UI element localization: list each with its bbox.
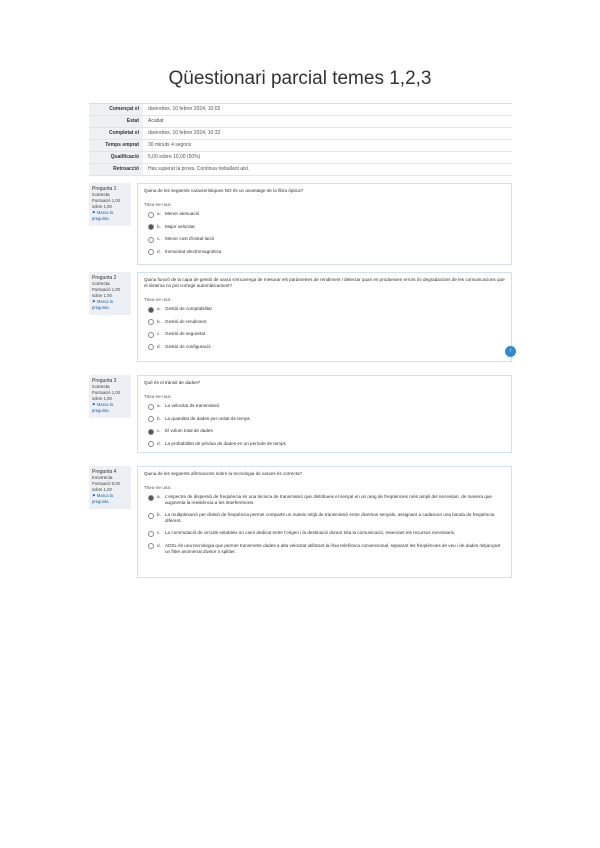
radio-button[interactable] [148, 416, 154, 422]
radio-button[interactable] [148, 319, 154, 325]
summary-row [89, 128, 512, 140]
summary-row [89, 140, 512, 152]
answer-option[interactable]: d. Gestió de configuració [148, 344, 505, 351]
summary-value: Has superat la prova. Continua treballant així. [148, 166, 250, 172]
question-4 [89, 466, 512, 578]
radio-button[interactable] [148, 307, 154, 313]
radio-button[interactable] [148, 249, 154, 255]
summary-label: Començat el [89, 104, 143, 115]
question-info [89, 272, 131, 315]
question-info [89, 183, 131, 226]
question-1 [89, 183, 512, 265]
radio-button[interactable] [148, 429, 154, 435]
answer-option[interactable]: b. Gestió de rendiment [148, 319, 505, 326]
radio-button[interactable] [148, 344, 154, 350]
flag-icon: ⚑ [92, 299, 97, 304]
summary-value: 5,00 sobre 10,00 (50%) [148, 154, 201, 160]
question-text: Què és el trànsit de dades? [144, 380, 201, 385]
answer-prompt: Trieu-ne una: [144, 394, 172, 399]
question-mark: Puntuació 1,00 sobre 1,00 [92, 287, 120, 298]
question-text: Quina de les següents característiques NO és un avantatge de la fibra òptica? [144, 188, 304, 193]
radio-button[interactable] [148, 332, 154, 338]
radio-button[interactable] [148, 543, 154, 549]
question-mark: Puntuació 1,00 sobre 1,00 [92, 198, 120, 209]
answer-option[interactable]: d. Immunitat electromagnètica [148, 249, 505, 256]
summary-row [89, 152, 512, 164]
radio-button[interactable] [148, 495, 154, 501]
summary-label: Temps emprat [89, 140, 143, 151]
question-number: Pregunta 2 [92, 275, 117, 281]
question-info [89, 375, 131, 418]
page-title: Qüestionari parcial temes 1,2,3 [168, 68, 432, 89]
radio-button[interactable] [148, 237, 154, 243]
summary-label: Estat [89, 116, 143, 127]
question-3 [89, 375, 512, 453]
radio-button[interactable] [148, 513, 154, 519]
summary-row [89, 116, 512, 128]
answer-option[interactable]: b. Major velocitat [148, 224, 505, 231]
flag-question-link[interactable]: ⚑ Marca la pregunta [92, 210, 113, 221]
flag-question-link[interactable]: ⚑ Marca la pregunta [92, 299, 113, 310]
question-number: Pregunta 1 [92, 186, 117, 192]
question-mark: Puntuació 0,00 sobre 1,00 [92, 481, 120, 492]
question-info [89, 466, 131, 509]
scroll-to-top-button[interactable]: ↑ [505, 346, 516, 357]
radio-button[interactable] [148, 404, 154, 410]
answer-prompt: Trieu-ne una: [144, 297, 172, 302]
flag-icon: ⚑ [92, 493, 97, 498]
answer-option[interactable]: a. La velocitat de transmissió [148, 403, 505, 410]
answer-option[interactable]: a. Gestió de comptabilitat [148, 306, 505, 313]
question-state: Incorrecta [92, 475, 113, 480]
answer-option[interactable]: d. ADSL és una tecnologia que permet transmetre dades a alta velocitat utilitzant la línia telefònica convencional, separant les freqüències de veu i de dades mitjançant un filtre anomenat divisor o splitter. [148, 543, 505, 555]
answer-option[interactable]: c. Gestió de seguretat [148, 331, 505, 338]
question-content [137, 183, 512, 265]
question-state: Correcta [92, 192, 110, 197]
answer-option[interactable]: c. Menor cost d'instal·lació [148, 236, 505, 243]
radio-button[interactable] [148, 212, 154, 218]
summary-label: Completat el [89, 128, 143, 139]
flag-question-link[interactable]: ⚑ Marca la pregunta [92, 493, 113, 504]
answer-option[interactable]: b. La multiplexació per divisió de freqüència permet compartir un mateix mitjà de transmissió entre diversos senyals, assignant a cadascun una banda de freqüència diferent. [148, 512, 505, 524]
summary-value: 30 minuts 4 segons [148, 142, 192, 148]
radio-button[interactable] [148, 531, 154, 537]
flag-question-link[interactable]: ⚑ Marca la pregunta [92, 402, 113, 413]
summary-label: Qualificació [89, 152, 143, 163]
question-state: Correcta [92, 281, 110, 286]
answer-option[interactable]: d. La probabilitat de pèrdua de dades en un període de temps [148, 441, 505, 448]
question-number: Pregunta 3 [92, 378, 117, 384]
summary-row [89, 104, 512, 116]
summary-value: Acabat [148, 118, 164, 124]
question-content [137, 375, 512, 453]
question-text: Quina de les següents afirmacions sobre la tecnologia de xarxes és correcta? [144, 471, 303, 476]
answer-option[interactable]: c. El volum total de dades [148, 428, 505, 435]
answer-option[interactable]: a. L'espectre de dispersió de freqüència és una tècnica de transmissió que distribueix el senyal en un rang de freqüències més ampli del necessari, de manera que augmenta la resistència a les interferències. [148, 494, 505, 506]
answer-option[interactable]: b. La quantitat de dades per unitat de temps [148, 416, 505, 423]
flag-icon: ⚑ [92, 210, 97, 215]
question-content [137, 466, 512, 578]
attempt-summary-table [89, 103, 512, 176]
flag-icon: ⚑ [92, 402, 97, 407]
summary-value: divendres, 10 febrer 2024, 10:32 [148, 130, 221, 136]
answer-option[interactable]: a. Menor atenuació [148, 211, 505, 218]
answer-option[interactable]: c. La commutació de circuits estableix un camí dedicat entre l'origen i la destinació durant tota la comunicació, reservant els recursos necessaris. [148, 530, 505, 537]
summary-row [89, 164, 512, 176]
summary-label: Retroacció [89, 164, 143, 175]
question-2 [89, 272, 512, 362]
question-text: Quina funció de la capa de gestió de xarxa s'encarrega de mesurar els paràmetres de rendiment i detectar quan es produeixen errors i/o degradacions de les comunicacions que el sistema no pot corregir automàticament? [144, 277, 505, 288]
question-content [137, 272, 512, 362]
question-number: Pregunta 4 [92, 469, 117, 475]
radio-button[interactable] [148, 224, 154, 230]
answer-prompt: Trieu-ne una: [144, 202, 172, 207]
question-state: Correcta [92, 384, 110, 389]
answer-prompt: Trieu-ne una: [144, 485, 172, 490]
radio-button[interactable] [148, 441, 154, 447]
summary-value: divendres, 10 febrer 2024, 10:02 [148, 106, 221, 112]
question-mark: Puntuació 1,00 sobre 1,00 [92, 390, 120, 401]
